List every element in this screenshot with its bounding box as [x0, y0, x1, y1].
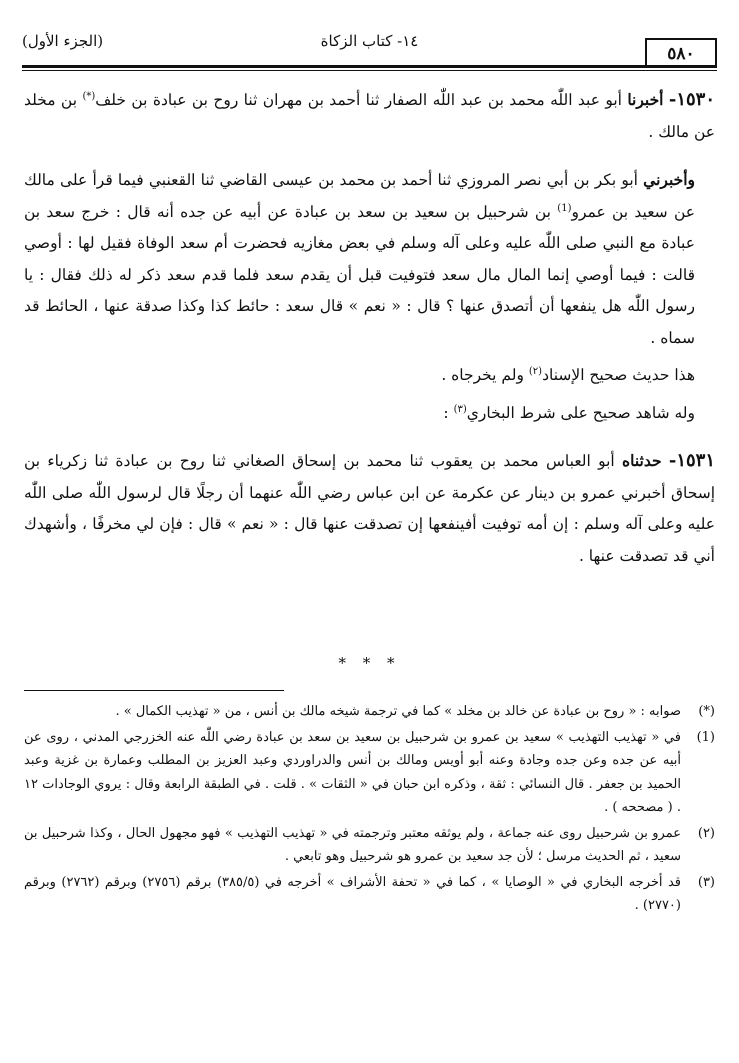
hadith-number: ١٥٣١- — [668, 450, 716, 471]
hadith-text: أبو عبد اللّٰه محمد بن عبد اللّٰه الصفار ثنا أحمد بن مهران ثنا روح بن عبادة بن خلف — [95, 91, 622, 109]
footnote-rule — [24, 690, 284, 691]
header-rule-thin — [22, 70, 717, 71]
footnote-text: صوابه : « روح بن عبادة عن خالد بن مخلد » كما في ترجمة شيخه مالك بن أنس ، من « تهذيب الكمال » . — [115, 704, 681, 719]
footnote-mark: (1) — [696, 729, 715, 745]
footnote — [24, 700, 715, 724]
hadith-1531 — [24, 445, 715, 572]
footnote-mark: (٣) — [697, 874, 715, 890]
page-header — [22, 30, 717, 66]
footnote-ref[interactable]: (*) — [82, 90, 96, 102]
header-rule — [22, 65, 717, 68]
hadith-text: أبو العباس محمد بن يعقوب ثنا محمد بن إسحاق الصغاني ثنا روح بن عبادة ثنا زكرياء بن إسحاق أخبرني عمرو بن دينار عن عكرمة عن ابن عباس رضي اللّٰه عنهما أن رجلًا قال لرسول اللّٰه صلى اللّٰه عليه وعلى آله وسلم : إن أمه توفيت أفينفعها إن تصدقت عنها قال : « نعم » قال : فإن لي مخرفًا ، وأشهدك أني قد تصدقت عنها . — [24, 452, 715, 565]
judgment — [24, 360, 715, 392]
footnote — [24, 822, 715, 869]
footnote-mark: (٢) — [697, 825, 715, 841]
witness-text: : — [443, 403, 449, 422]
narration-lead: وأخبرني — [643, 170, 695, 189]
page-number: ٥٨٠ — [645, 38, 717, 68]
judgment-text: هذا حديث صحيح الإسناد — [542, 366, 695, 384]
footnote — [24, 871, 715, 918]
footnote-text: قد أخرجه البخاري في « الوصايا » ، كما في « تحفة الأشراف » أخرجه في (٣٨٥/٥) برقم (٢٧٥٦) وبرقم (٢٧٦٢) وبرقم (٢٧٧٠) . — [24, 874, 682, 913]
volume-label: (الجزء الأول) — [22, 32, 104, 50]
narration-lead: أخبرنا — [627, 90, 664, 109]
hadith-1530 — [24, 84, 715, 148]
judgment-text: ولم يخرجاه . — [441, 366, 524, 384]
hadith-text: بن شرحبيل بن سعيد بن سعد بن عبادة عن أبيه عن جده أنه قال : خرج سعد بن عبادة مع النبي صلى اللّٰه عليه وعلى آله وسلم في بعض مغازيه فحضرت أم سعد الوفاة فقيل لها : أوصي قالت : فيما أوصي إنما المال مال سعد فتوفيت قبل أن يقدم سعد فلما قدم سعد ذكر له ذلك فقال : يا رسول اللّٰه هل ينفعها أن أتصدق عنها ؟ قال : « نعم » قال سعد : حائط كذا وكذا صدقة عنها ، الحائط قد سماه . — [24, 202, 695, 347]
hadith-text: أبو بكر بن أبي نصر المروزي ثنا أحمد بن محمد بن عيسى القاضي ثنا القعنبي فيما قرأ على مالك عن سعيد بن عمرو — [24, 171, 696, 221]
footnote-ref[interactable]: (٢) — [528, 365, 543, 377]
hadith-number: ١٥٣٠- — [668, 89, 716, 110]
chapter-title: ١٤- كتاب الزكاة — [320, 32, 419, 50]
narration-lead: حدثناه — [622, 451, 662, 470]
footnote-ref[interactable]: (٣) — [453, 403, 467, 415]
footnote-mark: (*) — [698, 704, 715, 719]
footnote — [24, 726, 715, 820]
hadith-text: بن مخلد عن مالك . — [24, 91, 715, 141]
footnotes — [24, 700, 715, 920]
footnote-ref[interactable]: (1) — [557, 202, 572, 214]
section-separator: * * * — [338, 654, 401, 672]
main-text — [24, 84, 715, 572]
witness — [24, 398, 715, 430]
footnote-text: في « تهذيب التهذيب » سعيد بن عمرو بن شرحبيل بن سعيد بن سعد بن عبادة رضي اللّٰه عنه الخزرجي المدني ، روى عن أبيه عن جده وعن جده وجادة وعنه أبو أويس ومالك بن أنس والدراوردي وعبد العزيز بن المطلب وعمارة بن غزية وعبد الحميد بن جعفر . قال النسائي : ثقة ، وذكره ابن حبان في « الثقات » . قلت . في الطبقة الرابعة وقال : يروي الوجادات ١٢ . ( مصححه ) . — [24, 729, 681, 815]
witness-text: وله شاهد صحيح على شرط البخاري — [466, 403, 695, 422]
footnote-text: عمرو بن شرحبيل روى عنه جماعة ، ولم يوثقه معتبر وترجمته في « تهذيب التهذيب » فهو مجهول الحال ، وكذا شرحبيل بن سعيد ، ثم الحديث مرسل ؛ لأن جد سعيد بن عمرو هو شرحبيل وهو تابعي . — [24, 825, 681, 864]
second-chain — [24, 164, 715, 354]
